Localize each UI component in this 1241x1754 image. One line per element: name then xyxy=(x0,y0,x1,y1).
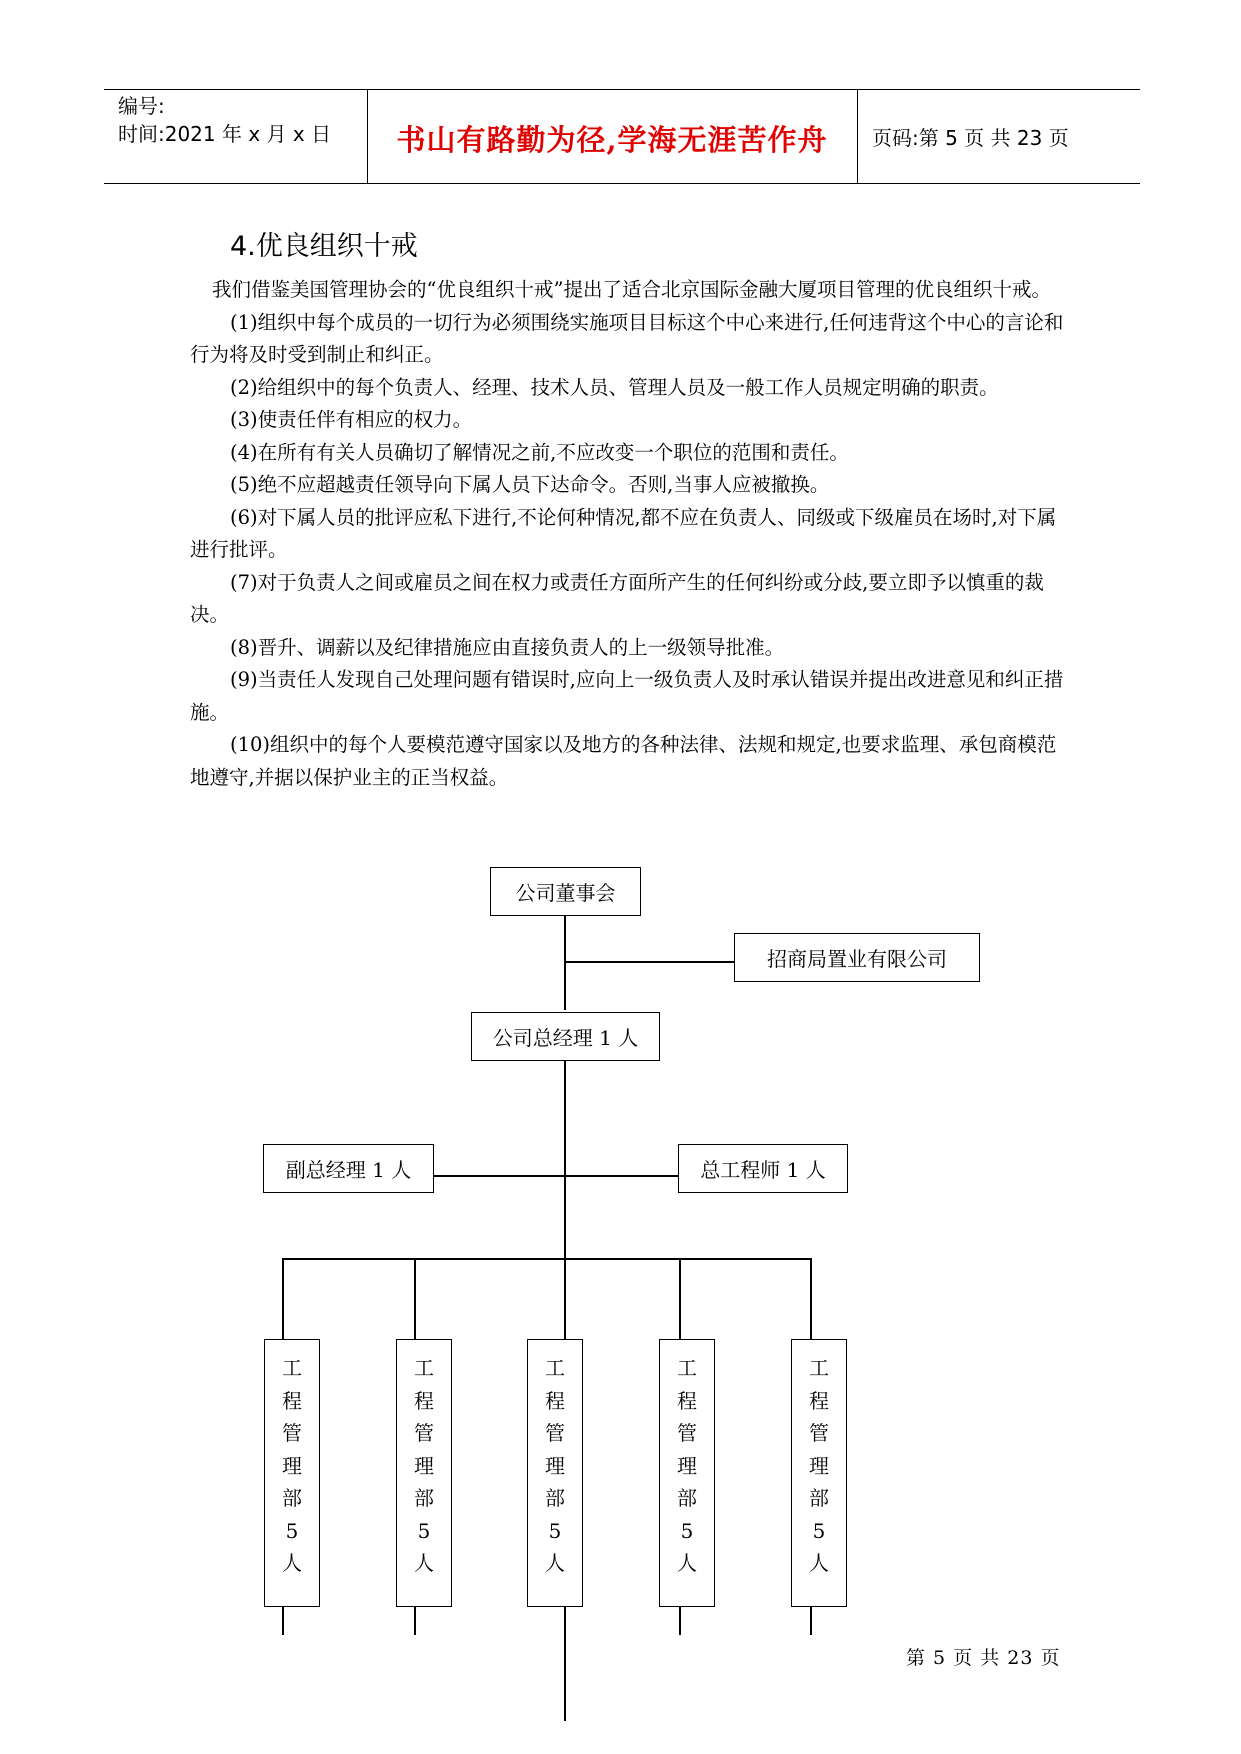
rule-item: (9)当责任人发现自己处理问题有错误时,应向上一级负责人及时承认错误并提出改进意见和纠正措施。 xyxy=(190,668,1064,724)
number-label: 编号: xyxy=(118,94,165,118)
chief-engineer-box: 总工程师 1 人 xyxy=(678,1144,848,1193)
page-footer: 第 5 页 共 23 页 xyxy=(906,1647,1061,1669)
rule-item: (6)对下属人员的批评应私下进行,不论何种情况,都不应在负责人、同级或下级雇员在场时,对下属进行批评。 xyxy=(190,505,1057,561)
connector-line xyxy=(282,1605,284,1635)
connector-line xyxy=(810,1605,812,1635)
section-heading: 4.优良组织十戒 xyxy=(230,231,418,262)
rule-item: (3)使责任伴有相应的权力。 xyxy=(230,408,473,431)
rule-item: (7)对于负责人之间或雇员之间在权力或责任方面所产生的任何纠纷或分歧,要立即予以慎重的裁决。 xyxy=(190,570,1044,626)
intro-paragraph: 我们借鉴美国管理协会的“优良组织十戒”提出了适合北京国际金融大厦项目管理的优良组织十戒。 xyxy=(212,278,1051,301)
connector-line xyxy=(433,1175,679,1177)
department-box: 工 程 管 理 部 5 人 xyxy=(659,1339,715,1607)
department-box: 工 程 管 理 部 5 人 xyxy=(264,1339,320,1607)
rule-item: (1)组织中每个成员的一切行为必须围绕实施项目目标这个中心来进行,任何违背这个中心的言论和行为将及时受到制止和纠正。 xyxy=(190,310,1064,366)
rule-item: (10)组织中的每个人要模范遵守国家以及地方的各种法律、法规和规定,也要求监理、承包商模范地遵守,并据以保护业主的正当权益。 xyxy=(190,733,1057,789)
rule-item: (5)绝不应超越责任领导向下属人员下达命令。否则,当事人应被撤换。 xyxy=(230,473,830,496)
board-box: 公司董事会 xyxy=(490,867,641,916)
rule-item: (8)晋升、调薪以及纪律措施应由直接负责人的上一级领导批准。 xyxy=(230,635,785,659)
rule-item: (2)给组织中的每个负责人、经理、技术人员、管理人员及一般工作人员规定明确的职责。 xyxy=(230,375,999,399)
connector-line xyxy=(414,1258,416,1340)
rule-item: (4)在所有有关人员确切了解情况之前,不应改变一个职位的范围和责任。 xyxy=(230,440,849,464)
header-page-info: 页码:第 5 页 共 23 页 xyxy=(872,126,1069,150)
department-box: 工 程 管 理 部 5 人 xyxy=(396,1339,452,1607)
connector-line xyxy=(282,1258,284,1340)
connector-line xyxy=(810,1258,812,1340)
connector-line xyxy=(282,1258,812,1260)
partner-box: 招商局置业有限公司 xyxy=(734,933,980,982)
connector-line xyxy=(679,1605,681,1635)
connector-line xyxy=(565,961,735,963)
department-box: 工 程 管 理 部 5 人 xyxy=(527,1339,583,1607)
general-manager-box: 公司总经理 1 人 xyxy=(471,1012,660,1061)
connector-line xyxy=(414,1605,416,1635)
deputy-manager-box: 副总经理 1 人 xyxy=(263,1144,434,1193)
header-motto: 书山有路勤为径,学海无涯苦作舟 xyxy=(396,123,828,157)
time-label: 时间:2021 年 x 月 x 日 xyxy=(118,122,332,146)
connector-line xyxy=(679,1258,681,1340)
department-box: 工 程 管 理 部 5 人 xyxy=(791,1339,847,1607)
